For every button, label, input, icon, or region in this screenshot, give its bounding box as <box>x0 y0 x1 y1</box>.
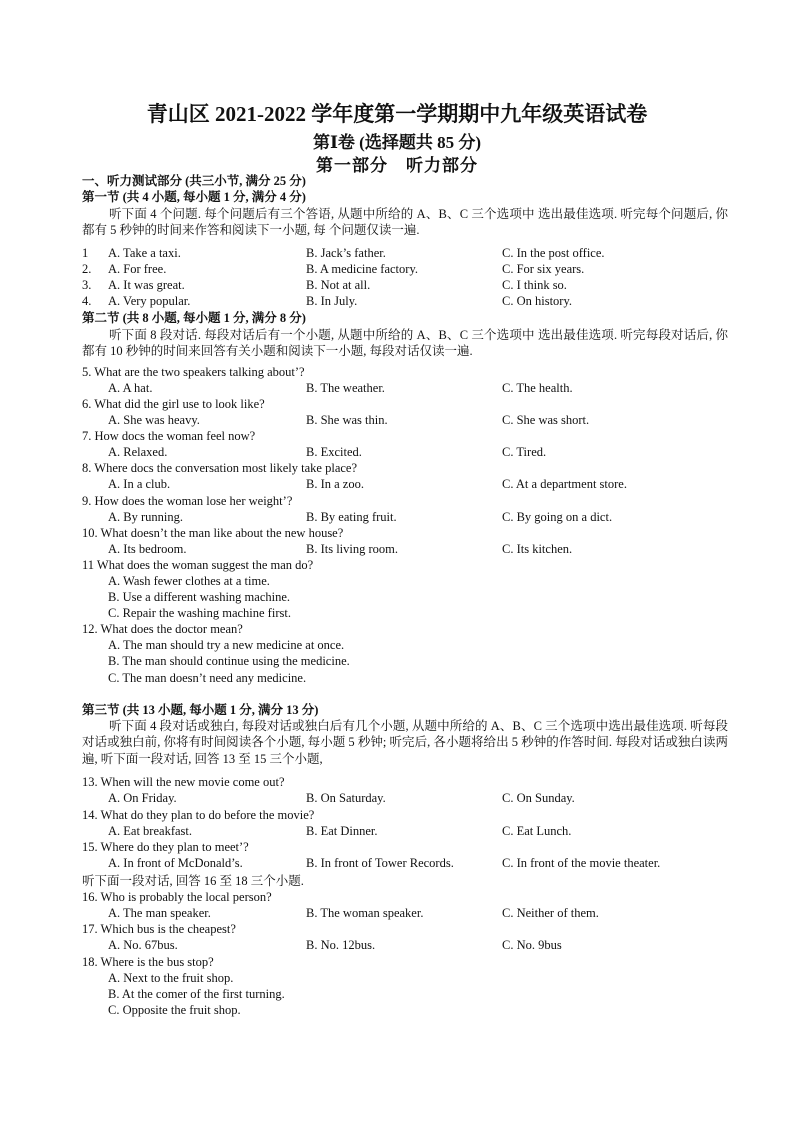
option-b: B. By eating fruit. <box>306 510 397 524</box>
question-text: 10. What doesn’t the man like about the new house? <box>82 526 344 540</box>
section3-instructions: 听下面 4 段对话或独白, 每段对话或独白后有几个小题, 从题中所给的 A、B、C 三个选项中选出最佳选项. 听每段对话或独白前, 你将有时间阅读各个小题, 每小题 5 秒钟; 听完后, 各小题将给出 5 秒钟的作答时间. 每段对话或独白读两遍, 听下面一段对话, 回答 13 至 15 三个小题, <box>82 719 728 766</box>
option-c: C. Eat Lunch. <box>502 824 572 838</box>
option-b: B. Use a different washing machine. <box>108 590 291 604</box>
option-b: B. The weather. <box>306 381 385 395</box>
option-a: A. No. 67bus. <box>108 938 178 952</box>
question-number: 1 <box>82 246 89 260</box>
option-b: B. The man should continue using the medicine. <box>108 654 350 668</box>
question-text: 5. What are the two speakers talking about’? <box>82 365 305 379</box>
question-text: 11 What does the woman suggest the man do? <box>82 558 314 572</box>
section3-note: 听下面一段对话, 回答 16 至 18 三个小题. <box>82 874 304 888</box>
option-b: B. The woman speaker. <box>306 906 424 920</box>
question-text: 9. How does the woman lose her weight’? <box>82 494 293 508</box>
option-c: C. She was short. <box>502 413 590 427</box>
option-b: B. On Saturday. <box>306 791 386 805</box>
option-b: B. In July. <box>306 294 358 308</box>
option-b: B. At the comer of the first turning. <box>108 987 285 1001</box>
option-c: C. Opposite the fruit shop. <box>108 1003 241 1017</box>
section2-heading: 第二节 (共 8 小题, 每小题 1 分, 满分 8 分) <box>82 311 306 325</box>
option-c: C. For six years. <box>502 262 585 276</box>
section1-instructions: 听下面 4 个问题. 每个问题后有三个答语, 从题中所给的 A、B、C 三个选项中 选出最佳选项. 听完每个问题后, 你都有 5 秒钟的时间来作答和阅读下一小题, 每 个问题仅读一遍. <box>82 207 728 238</box>
option-a: A. A hat. <box>108 381 153 395</box>
option-b: B. Eat Dinner. <box>306 824 378 838</box>
option-a: A. The man speaker. <box>108 906 211 920</box>
question-number: 4. <box>82 294 92 308</box>
option-c: C. In front of the movie theater. <box>502 856 661 870</box>
option-a: A. Eat breakfast. <box>108 824 192 838</box>
option-b: B. Excited. <box>306 445 362 459</box>
option-c: C. Its kitchen. <box>502 542 573 556</box>
section-intro: 一、听力测试部分 (共三小节, 满分 25 分) <box>82 174 306 188</box>
option-a: A. Its bedroom. <box>108 542 187 556</box>
question-text: 7. How docs the woman feel now? <box>82 429 256 443</box>
option-b: B. In a zoo. <box>306 477 364 491</box>
option-b: B. In front of Tower Records. <box>306 856 454 870</box>
option-a: A. The man should try a new medicine at once. <box>108 638 345 652</box>
option-c: C. Repair the washing machine first. <box>108 606 291 620</box>
option-c: C. The man doesn’t need any medicine. <box>108 671 307 685</box>
option-c: C. I think so. <box>502 278 567 292</box>
question-text: 12. What does the doctor mean? <box>82 622 243 636</box>
option-a: A. Take a taxi. <box>108 246 181 260</box>
option-a: A. Wash fewer clothes at a time. <box>108 574 270 588</box>
option-a: A. She was heavy. <box>108 413 200 427</box>
option-a: A. For free. <box>108 262 167 276</box>
option-b: B. No. 12bus. <box>306 938 376 952</box>
option-b: B. A medicine factory. <box>306 262 419 276</box>
question-text: 16. Who is probably the local person? <box>82 890 272 904</box>
exam-title: 青山区 2021-2022 学年度第一学期期中九年级英语试卷 <box>146 102 648 126</box>
option-a: A. On Friday. <box>108 791 177 805</box>
question-text: 14. What do they plan to do before the movie? <box>82 808 315 822</box>
option-c: C. Neither of them. <box>502 906 599 920</box>
option-a: A. In front of McDonald’s. <box>108 856 243 870</box>
question-text: 15. Where do they plan to meet’? <box>82 840 249 854</box>
option-b: B. Not at all. <box>306 278 371 292</box>
option-a: A. By running. <box>108 510 183 524</box>
option-a: A. It was great. <box>108 278 185 292</box>
option-a: A. Relaxed. <box>108 445 168 459</box>
section3-heading: 第三节 (共 13 小题, 每小题 1 分, 满分 13 分) <box>82 703 319 717</box>
option-a: A. Next to the fruit shop. <box>108 971 234 985</box>
question-text: 18. Where is the bus stop? <box>82 955 214 969</box>
option-c: C. The health. <box>502 381 573 395</box>
option-c: C. On history. <box>502 294 573 308</box>
option-b: B. Its living room. <box>306 542 399 556</box>
part-title: 第一部分 听力部分 <box>316 156 478 175</box>
question-text: 17. Which bus is the cheapest? <box>82 922 236 936</box>
option-b: B. She was thin. <box>306 413 388 427</box>
option-c: C. Tired. <box>502 445 547 459</box>
option-c: C. At a department store. <box>502 477 627 491</box>
volume-title: 第Ⅰ卷 (选择题共 85 分) <box>312 133 482 152</box>
question-number: 2. <box>82 262 92 276</box>
option-a: A. In a club. <box>108 477 171 491</box>
option-c: C. No. 9bus <box>502 938 562 952</box>
section2-instructions: 听下面 8 段对话. 每段对话后有一个小题, 从题中所给的 A、B、C 三个选项中 选出最佳选项. 听完每段对话后, 你都有 10 秒钟的时间来回答有关小题和阅读下一小题, 每段对话仅读一遍. <box>82 328 728 359</box>
option-b: B. Jack’s father. <box>306 246 386 260</box>
option-c: C. On Sunday. <box>502 791 575 805</box>
question-text: 13. When will the new movie come out? <box>82 775 285 789</box>
section1-heading: 第一节 (共 4 小题, 每小题 1 分, 满分 4 分) <box>82 190 306 204</box>
question-text: 6. What did the girl use to look like? <box>82 397 265 411</box>
option-c: C. In the post office. <box>502 246 605 260</box>
question-number: 3. <box>82 278 92 292</box>
option-c: C. By going on a dict. <box>502 510 613 524</box>
option-a: A. Very popular. <box>108 294 191 308</box>
question-text: 8. Where docs the conversation most likely take place? <box>82 461 358 475</box>
